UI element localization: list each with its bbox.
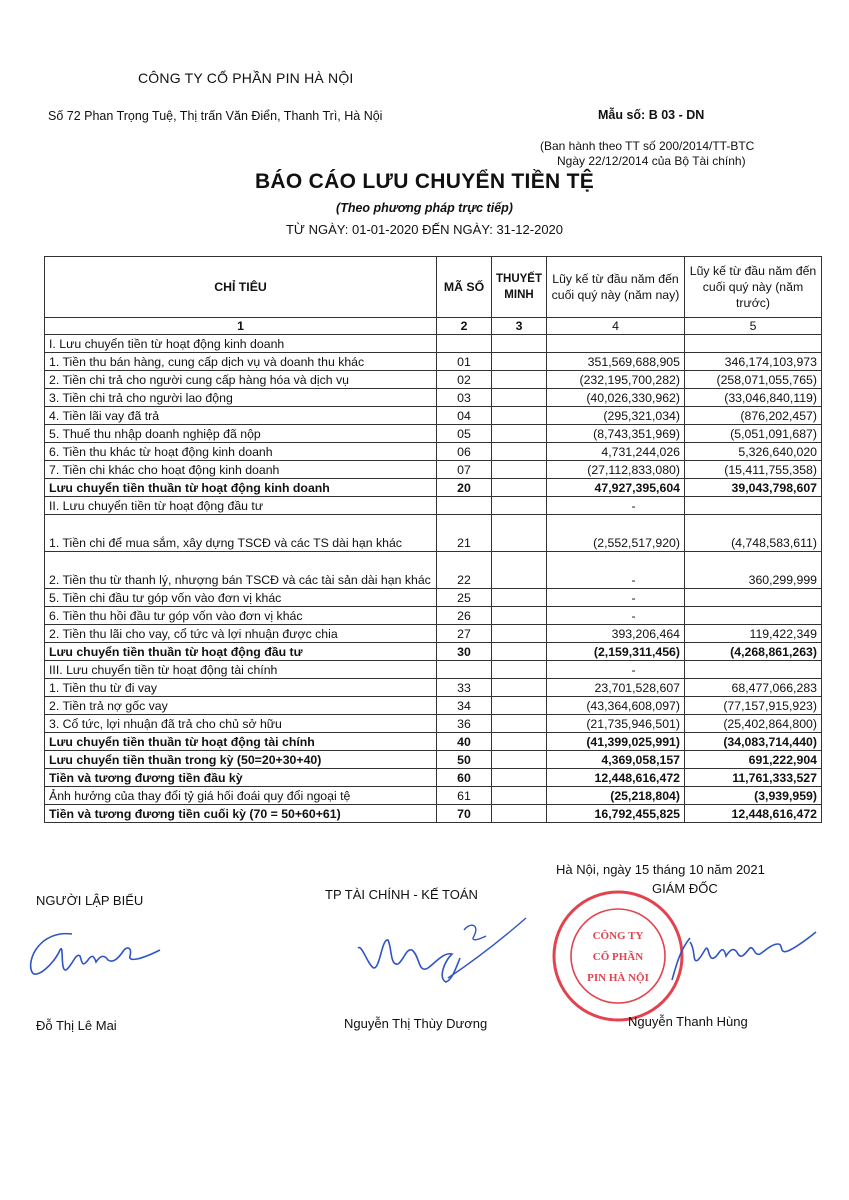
row-label-cell: III. Lưu chuyển tiền từ hoạt động tài chính xyxy=(45,661,437,679)
row-current-year-cell: - xyxy=(547,607,685,625)
row-code-cell: 25 xyxy=(437,589,492,607)
row-previous-year-cell xyxy=(685,661,822,679)
row-code-cell: 02 xyxy=(437,371,492,389)
row-previous-year-cell: (77,157,915,923) xyxy=(685,697,822,715)
row-current-year-cell xyxy=(547,335,685,353)
row-label-cell: 1. Tiền chi để mua sắm, xây dựng TSCĐ và các TS dài hạn khác xyxy=(45,515,437,552)
row-current-year-cell: (8,743,351,969) xyxy=(547,425,685,443)
row-previous-year-cell: 360,299,999 xyxy=(685,552,822,589)
row-code-cell: 36 xyxy=(437,715,492,733)
row-code-cell: 07 xyxy=(437,461,492,479)
row-previous-year-cell: 12,448,616,472 xyxy=(685,805,822,823)
row-previous-year-cell: 11,761,333,527 xyxy=(685,769,822,787)
table-row xyxy=(45,715,822,733)
row-label-cell: 4. Tiền lãi vay đã trả xyxy=(45,407,437,425)
row-previous-year-cell xyxy=(685,607,822,625)
row-note-cell xyxy=(492,552,547,589)
row-previous-year-cell: 691,222,904 xyxy=(685,751,822,769)
row-previous-year-cell: (4,748,583,611) xyxy=(685,515,822,552)
row-note-cell xyxy=(492,805,547,823)
row-note-cell xyxy=(492,497,547,515)
stamp-line-3: PIN HÀ NỘI xyxy=(587,972,649,984)
row-previous-year-cell: (876,202,457) xyxy=(685,407,822,425)
row-label-cell: 3. Cổ tức, lợi nhuận đã trả cho chủ sở hữu xyxy=(45,715,437,733)
row-current-year-cell: (2,159,311,456) xyxy=(547,643,685,661)
table-row xyxy=(45,443,822,461)
row-label-cell: 6. Tiền thu hồi đầu tư góp vốn vào đơn vị khác xyxy=(45,607,437,625)
company-name: CÔNG TY CỔ PHẦN PIN HÀ NỘI xyxy=(138,70,354,86)
company-address: Số 72 Phan Trọng Tuệ, Thị trấn Văn Điển, Thanh Trì, Hà Nội xyxy=(48,109,383,123)
row-note-cell xyxy=(492,697,547,715)
row-code-cell: 05 xyxy=(437,425,492,443)
row-code-cell: 40 xyxy=(437,733,492,751)
row-current-year-cell: - xyxy=(547,552,685,589)
index-cell: 2 xyxy=(437,318,492,335)
row-code-cell: 03 xyxy=(437,389,492,407)
table-row xyxy=(45,679,822,697)
preparer-signature xyxy=(20,920,170,990)
accountant-title: TP TÀI CHÍNH - KẾ TOÁN xyxy=(325,887,478,902)
row-previous-year-cell: (34,083,714,440) xyxy=(685,733,822,751)
table-row xyxy=(45,515,822,552)
table-row xyxy=(45,625,822,643)
row-code-cell: 01 xyxy=(437,353,492,371)
table-row xyxy=(45,733,822,751)
issued-by-line-2: Ngày 22/12/2014 của Bộ Tài chính) xyxy=(557,154,746,168)
header-code: MÃ SỐ xyxy=(437,257,492,318)
accountant-signature xyxy=(348,908,528,998)
row-previous-year-cell: (3,939,959) xyxy=(685,787,822,805)
row-code-cell xyxy=(437,497,492,515)
table-row xyxy=(45,425,822,443)
row-previous-year-cell xyxy=(685,497,822,515)
row-label-cell: Ảnh hưởng của thay đổi tỷ giá hối đoái quy đổi ngoại tệ xyxy=(45,787,437,805)
director-name: Nguyễn Thanh Hùng xyxy=(628,1014,748,1029)
row-code-cell: 30 xyxy=(437,643,492,661)
cash-flow-table xyxy=(44,256,822,823)
table-row xyxy=(45,751,822,769)
table-row xyxy=(45,552,822,589)
preparer-title: NGƯỜI LẬP BIỂU xyxy=(36,893,144,908)
table-row xyxy=(45,461,822,479)
row-label-cell: I. Lưu chuyển tiền từ hoạt động kinh doanh xyxy=(45,335,437,353)
row-current-year-cell: (40,026,330,962) xyxy=(547,389,685,407)
table-row xyxy=(45,661,822,679)
table-row xyxy=(45,497,822,515)
row-label-cell: 1. Tiền thu bán hàng, cung cấp dịch vụ và doanh thu khác xyxy=(45,353,437,371)
row-label-cell: Tiền và tương đương tiền cuối kỳ (70 = 50+60+61) xyxy=(45,805,437,823)
stamp-line-1: CÔNG TY xyxy=(592,930,644,942)
row-label-cell: 2. Tiền trả nợ gốc vay xyxy=(45,697,437,715)
row-note-cell xyxy=(492,371,547,389)
row-note-cell xyxy=(492,589,547,607)
row-previous-year-cell: 346,174,103,973 xyxy=(685,353,822,371)
report-period: TỪ NGÀY: 01-01-2020 ĐẾN NGÀY: 31-12-2020 xyxy=(285,222,564,237)
row-label-cell: 1. Tiền thu từ đi vay xyxy=(45,679,437,697)
issued-by-line-1: (Ban hành theo TT số 200/2014/TT-BTC xyxy=(540,139,755,153)
row-note-cell xyxy=(492,353,547,371)
row-note-cell xyxy=(492,443,547,461)
row-label-cell: Lưu chuyển tiền thuần từ hoạt động đầu tư xyxy=(45,643,437,661)
row-current-year-cell: (21,735,946,501) xyxy=(547,715,685,733)
accountant-name: Nguyễn Thị Thùy Dương xyxy=(344,1016,488,1031)
row-current-year-cell: 23,701,528,607 xyxy=(547,679,685,697)
report-subtitle: (Theo phương pháp trực tiếp) xyxy=(336,201,513,215)
row-note-cell xyxy=(492,461,547,479)
table-row xyxy=(45,389,822,407)
row-code-cell: 33 xyxy=(437,679,492,697)
row-note-cell xyxy=(492,607,547,625)
row-current-year-cell: - xyxy=(547,589,685,607)
row-label-cell: 3. Tiền chi trả cho người lao động xyxy=(45,389,437,407)
table-row xyxy=(45,335,822,353)
row-label-cell: Tiền và tương đương tiền đầu kỳ xyxy=(45,769,437,787)
stamp-line-2: CỔ PHẦN xyxy=(592,951,644,963)
row-current-year-cell: 4,369,058,157 xyxy=(547,751,685,769)
index-cell: 5 xyxy=(685,318,822,335)
place-date: Hà Nội, ngày 15 tháng 10 năm 2021 xyxy=(556,862,765,877)
index-cell: 1 xyxy=(45,318,437,335)
row-current-year-cell: 47,927,395,604 xyxy=(547,479,685,497)
table-row xyxy=(45,697,822,715)
form-code: Mẫu số: B 03 - DN xyxy=(598,108,705,122)
row-previous-year-cell: (33,046,840,119) xyxy=(685,389,822,407)
row-previous-year-cell: 119,422,349 xyxy=(685,625,822,643)
row-note-cell xyxy=(492,733,547,751)
row-code-cell: 27 xyxy=(437,625,492,643)
header-current-year: Lũy kế từ đầu năm đến cuối quý này (năm nay) xyxy=(547,257,685,318)
row-current-year-cell: 4,731,244,026 xyxy=(547,443,685,461)
row-code-cell xyxy=(437,661,492,679)
row-code-cell: 21 xyxy=(437,515,492,552)
table-row xyxy=(45,769,822,787)
row-note-cell xyxy=(492,679,547,697)
header-previous-year: Lũy kế từ đầu năm đến cuối quý này (năm trước) xyxy=(685,257,822,318)
row-current-year-cell: 12,448,616,472 xyxy=(547,769,685,787)
row-code-cell: 06 xyxy=(437,443,492,461)
row-current-year-cell: 393,206,464 xyxy=(547,625,685,643)
row-current-year-cell: (43,364,608,097) xyxy=(547,697,685,715)
row-note-cell xyxy=(492,661,547,679)
header-note: THUYẾT MINH xyxy=(492,257,547,318)
row-previous-year-cell: 39,043,798,607 xyxy=(685,479,822,497)
table-row xyxy=(45,787,822,805)
row-code-cell: 50 xyxy=(437,751,492,769)
row-label-cell: 7. Tiền chi khác cho hoạt động kinh doanh xyxy=(45,461,437,479)
row-previous-year-cell: (258,071,055,765) xyxy=(685,371,822,389)
director-title: GIÁM ĐỐC xyxy=(652,881,718,896)
director-signature xyxy=(650,920,820,990)
row-current-year-cell: (2,552,517,920) xyxy=(547,515,685,552)
row-current-year-cell: (27,112,833,080) xyxy=(547,461,685,479)
report-title: BÁO CÁO LƯU CHUYỂN TIỀN TỆ xyxy=(254,170,595,193)
row-label-cell: 6. Tiền thu khác từ hoạt động kinh doanh xyxy=(45,443,437,461)
row-note-cell xyxy=(492,715,547,733)
row-note-cell xyxy=(492,751,547,769)
table-row xyxy=(45,479,822,497)
row-label-cell: 2. Tiền thu lãi cho vay, cổ tức và lợi nhuận được chia xyxy=(45,625,437,643)
index-cell: 3 xyxy=(492,318,547,335)
row-current-year-cell: 351,569,688,905 xyxy=(547,353,685,371)
row-current-year-cell: (41,399,025,991) xyxy=(547,733,685,751)
row-label-cell: Lưu chuyển tiền thuần từ hoạt động tài chính xyxy=(45,733,437,751)
row-note-cell xyxy=(492,407,547,425)
row-label-cell: 2. Tiền thu từ thanh lý, nhượng bán TSCĐ và các tài sản dài hạn khác xyxy=(45,552,437,589)
row-note-cell xyxy=(492,335,547,353)
row-note-cell xyxy=(492,479,547,497)
row-previous-year-cell: 68,477,066,283 xyxy=(685,679,822,697)
row-note-cell xyxy=(492,787,547,805)
table-row xyxy=(45,607,822,625)
row-label-cell: 2. Tiền chi trả cho người cung cấp hàng hóa và dịch vụ xyxy=(45,371,437,389)
row-current-year-cell: 16,792,455,825 xyxy=(547,805,685,823)
table-row xyxy=(45,407,822,425)
column-index-row xyxy=(45,318,822,335)
table-row xyxy=(45,643,822,661)
row-note-cell xyxy=(492,625,547,643)
table-row xyxy=(45,371,822,389)
table-row xyxy=(45,353,822,371)
preparer-name: Đỗ Thị Lê Mai xyxy=(36,1018,117,1033)
index-cell: 4 xyxy=(547,318,685,335)
table-row xyxy=(45,805,822,823)
row-note-cell xyxy=(492,425,547,443)
header-indicator: CHỈ TIÊU xyxy=(45,257,437,318)
row-current-year-cell: - xyxy=(547,497,685,515)
row-label-cell: Lưu chuyển tiền thuần trong kỳ (50=20+30+40) xyxy=(45,751,437,769)
row-note-cell xyxy=(492,389,547,407)
row-code-cell: 26 xyxy=(437,607,492,625)
row-previous-year-cell: (4,268,861,263) xyxy=(685,643,822,661)
row-code-cell: 61 xyxy=(437,787,492,805)
row-note-cell xyxy=(492,769,547,787)
table-header-row xyxy=(45,257,822,318)
row-label-cell: 5. Tiền chi đầu tư góp vốn vào đơn vị khác xyxy=(45,589,437,607)
row-code-cell xyxy=(437,335,492,353)
row-code-cell: 60 xyxy=(437,769,492,787)
table-row xyxy=(45,589,822,607)
row-current-year-cell: (295,321,034) xyxy=(547,407,685,425)
row-previous-year-cell xyxy=(685,589,822,607)
row-label-cell: Lưu chuyển tiền thuần từ hoạt động kinh doanh xyxy=(45,479,437,497)
row-note-cell xyxy=(492,515,547,552)
row-previous-year-cell: (15,411,755,358) xyxy=(685,461,822,479)
row-previous-year-cell: (5,051,091,687) xyxy=(685,425,822,443)
row-previous-year-cell xyxy=(685,335,822,353)
row-code-cell: 70 xyxy=(437,805,492,823)
row-previous-year-cell: (25,402,864,800) xyxy=(685,715,822,733)
row-current-year-cell: - xyxy=(547,661,685,679)
row-label-cell: 5. Thuế thu nhập doanh nghiệp đã nộp xyxy=(45,425,437,443)
row-note-cell xyxy=(492,643,547,661)
row-code-cell: 04 xyxy=(437,407,492,425)
row-code-cell: 20 xyxy=(437,479,492,497)
row-current-year-cell: (25,218,804) xyxy=(547,787,685,805)
row-code-cell: 22 xyxy=(437,552,492,589)
row-code-cell: 34 xyxy=(437,697,492,715)
row-previous-year-cell: 5,326,640,020 xyxy=(685,443,822,461)
row-current-year-cell: (232,195,700,282) xyxy=(547,371,685,389)
row-label-cell: II. Lưu chuyển tiền từ hoạt động đầu tư xyxy=(45,497,437,515)
